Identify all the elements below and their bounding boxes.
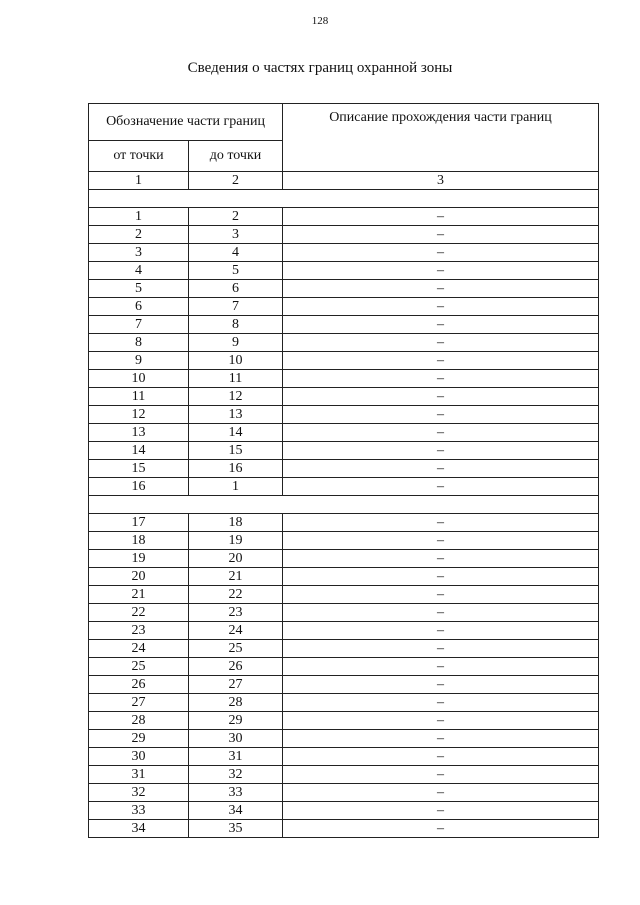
description-cell: –: [283, 802, 599, 820]
column-number: 3: [283, 172, 599, 190]
from-point-cell: 1: [89, 208, 189, 226]
table-row: [89, 568, 599, 586]
from-point-cell: 21: [89, 586, 189, 604]
table-row: [89, 226, 599, 244]
from-point-cell: 7: [89, 316, 189, 334]
header-from-point: от точки: [89, 141, 189, 172]
table-row: [89, 208, 599, 226]
table-row: [89, 820, 599, 838]
to-point-cell: 7: [189, 298, 283, 316]
description-cell: –: [283, 640, 599, 658]
description-cell: –: [283, 730, 599, 748]
to-point-cell: 34: [189, 802, 283, 820]
from-point-cell: 16: [89, 478, 189, 496]
from-point-cell: 13: [89, 424, 189, 442]
header-description: Описание прохождения части границ: [283, 104, 599, 172]
to-point-cell: 27: [189, 676, 283, 694]
from-point-cell: 34: [89, 820, 189, 838]
to-point-cell: 35: [189, 820, 283, 838]
table-row: [89, 406, 599, 424]
description-cell: –: [283, 262, 599, 280]
table-row: [89, 586, 599, 604]
table-row: [89, 334, 599, 352]
table-row: [89, 514, 599, 532]
to-point-cell: 30: [189, 730, 283, 748]
from-point-cell: 32: [89, 784, 189, 802]
from-point-cell: 18: [89, 532, 189, 550]
description-cell: –: [283, 712, 599, 730]
from-point-cell: 17: [89, 514, 189, 532]
from-point-cell: 2: [89, 226, 189, 244]
description-cell: –: [283, 460, 599, 478]
to-point-cell: 8: [189, 316, 283, 334]
description-cell: –: [283, 820, 599, 838]
column-number: 2: [189, 172, 283, 190]
table-row: [89, 298, 599, 316]
from-point-cell: 5: [89, 280, 189, 298]
from-point-cell: 29: [89, 730, 189, 748]
from-point-cell: 14: [89, 442, 189, 460]
to-point-cell: 32: [189, 766, 283, 784]
to-point-cell: 12: [189, 388, 283, 406]
column-number-row: [89, 172, 599, 190]
table-row: [89, 280, 599, 298]
to-point-cell: 25: [189, 640, 283, 658]
table-row: [89, 730, 599, 748]
description-cell: –: [283, 442, 599, 460]
from-point-cell: 8: [89, 334, 189, 352]
document-title: Сведения о частях границ охранной зоны: [187, 60, 453, 76]
from-point-cell: 26: [89, 676, 189, 694]
description-cell: –: [283, 694, 599, 712]
to-point-cell: 18: [189, 514, 283, 532]
to-point-cell: 29: [189, 712, 283, 730]
description-cell: –: [283, 532, 599, 550]
to-point-cell: 31: [189, 748, 283, 766]
from-point-cell: 33: [89, 802, 189, 820]
table-row: [89, 442, 599, 460]
table-row: [89, 784, 599, 802]
group-separator-row: [89, 496, 599, 514]
table-row: [89, 244, 599, 262]
description-cell: –: [283, 604, 599, 622]
to-point-cell: 28: [189, 694, 283, 712]
description-cell: –: [283, 514, 599, 532]
to-point-cell: 33: [189, 784, 283, 802]
group-separator-cell: [89, 190, 599, 208]
table-row: [89, 658, 599, 676]
to-point-cell: 20: [189, 550, 283, 568]
to-point-cell: 5: [189, 262, 283, 280]
table-row: [89, 550, 599, 568]
from-point-cell: 30: [89, 748, 189, 766]
to-point-cell: 16: [189, 460, 283, 478]
group-separator-row: [89, 190, 599, 208]
to-point-cell: 1: [189, 478, 283, 496]
table-row: [89, 370, 599, 388]
from-point-cell: 15: [89, 460, 189, 478]
to-point-cell: 21: [189, 568, 283, 586]
to-point-cell: 2: [189, 208, 283, 226]
from-point-cell: 11: [89, 388, 189, 406]
to-point-cell: 24: [189, 622, 283, 640]
table-row: [89, 460, 599, 478]
group-separator-cell: [89, 496, 599, 514]
to-point-cell: 9: [189, 334, 283, 352]
description-cell: –: [283, 334, 599, 352]
description-cell: –: [283, 622, 599, 640]
table-row: [89, 802, 599, 820]
description-cell: –: [283, 658, 599, 676]
table-row: [89, 478, 599, 496]
table-row: [89, 262, 599, 280]
from-point-cell: 20: [89, 568, 189, 586]
table-row: [89, 640, 599, 658]
from-point-cell: 27: [89, 694, 189, 712]
table-row: [89, 676, 599, 694]
header-to-point: до точки: [189, 141, 283, 172]
description-cell: –: [283, 316, 599, 334]
from-point-cell: 28: [89, 712, 189, 730]
header-designation: Обозначение части границ: [89, 104, 283, 141]
to-point-cell: 6: [189, 280, 283, 298]
from-point-cell: 25: [89, 658, 189, 676]
table-row: [89, 352, 599, 370]
to-point-cell: 23: [189, 604, 283, 622]
from-point-cell: 3: [89, 244, 189, 262]
table-row: [89, 712, 599, 730]
table-row: [89, 694, 599, 712]
to-point-cell: 10: [189, 352, 283, 370]
page-number: 128: [311, 15, 329, 27]
table-body: [89, 172, 599, 838]
to-point-cell: 4: [189, 244, 283, 262]
to-point-cell: 19: [189, 532, 283, 550]
description-cell: –: [283, 676, 599, 694]
description-cell: –: [283, 298, 599, 316]
to-point-cell: 15: [189, 442, 283, 460]
description-cell: –: [283, 748, 599, 766]
from-point-cell: 31: [89, 766, 189, 784]
table-row: [89, 604, 599, 622]
description-cell: –: [283, 586, 599, 604]
from-point-cell: 23: [89, 622, 189, 640]
to-point-cell: 13: [189, 406, 283, 424]
from-point-cell: 4: [89, 262, 189, 280]
to-point-cell: 26: [189, 658, 283, 676]
from-point-cell: 6: [89, 298, 189, 316]
description-cell: –: [283, 370, 599, 388]
description-cell: –: [283, 568, 599, 586]
description-cell: –: [283, 352, 599, 370]
table-row: [89, 424, 599, 442]
table-row: [89, 532, 599, 550]
from-point-cell: 9: [89, 352, 189, 370]
column-number: 1: [89, 172, 189, 190]
boundary-parts-table: [88, 103, 599, 838]
description-cell: –: [283, 388, 599, 406]
description-cell: –: [283, 226, 599, 244]
table-row: [89, 388, 599, 406]
description-cell: –: [283, 784, 599, 802]
from-point-cell: 19: [89, 550, 189, 568]
description-cell: –: [283, 478, 599, 496]
from-point-cell: 10: [89, 370, 189, 388]
table-row: [89, 766, 599, 784]
description-cell: –: [283, 424, 599, 442]
to-point-cell: 22: [189, 586, 283, 604]
table-row: [89, 748, 599, 766]
description-cell: –: [283, 244, 599, 262]
description-cell: –: [283, 766, 599, 784]
to-point-cell: 11: [189, 370, 283, 388]
table-row: [89, 622, 599, 640]
description-cell: –: [283, 550, 599, 568]
from-point-cell: 22: [89, 604, 189, 622]
description-cell: –: [283, 208, 599, 226]
description-cell: –: [283, 280, 599, 298]
table-row: [89, 316, 599, 334]
from-point-cell: 12: [89, 406, 189, 424]
from-point-cell: 24: [89, 640, 189, 658]
description-cell: –: [283, 406, 599, 424]
to-point-cell: 3: [189, 226, 283, 244]
to-point-cell: 14: [189, 424, 283, 442]
